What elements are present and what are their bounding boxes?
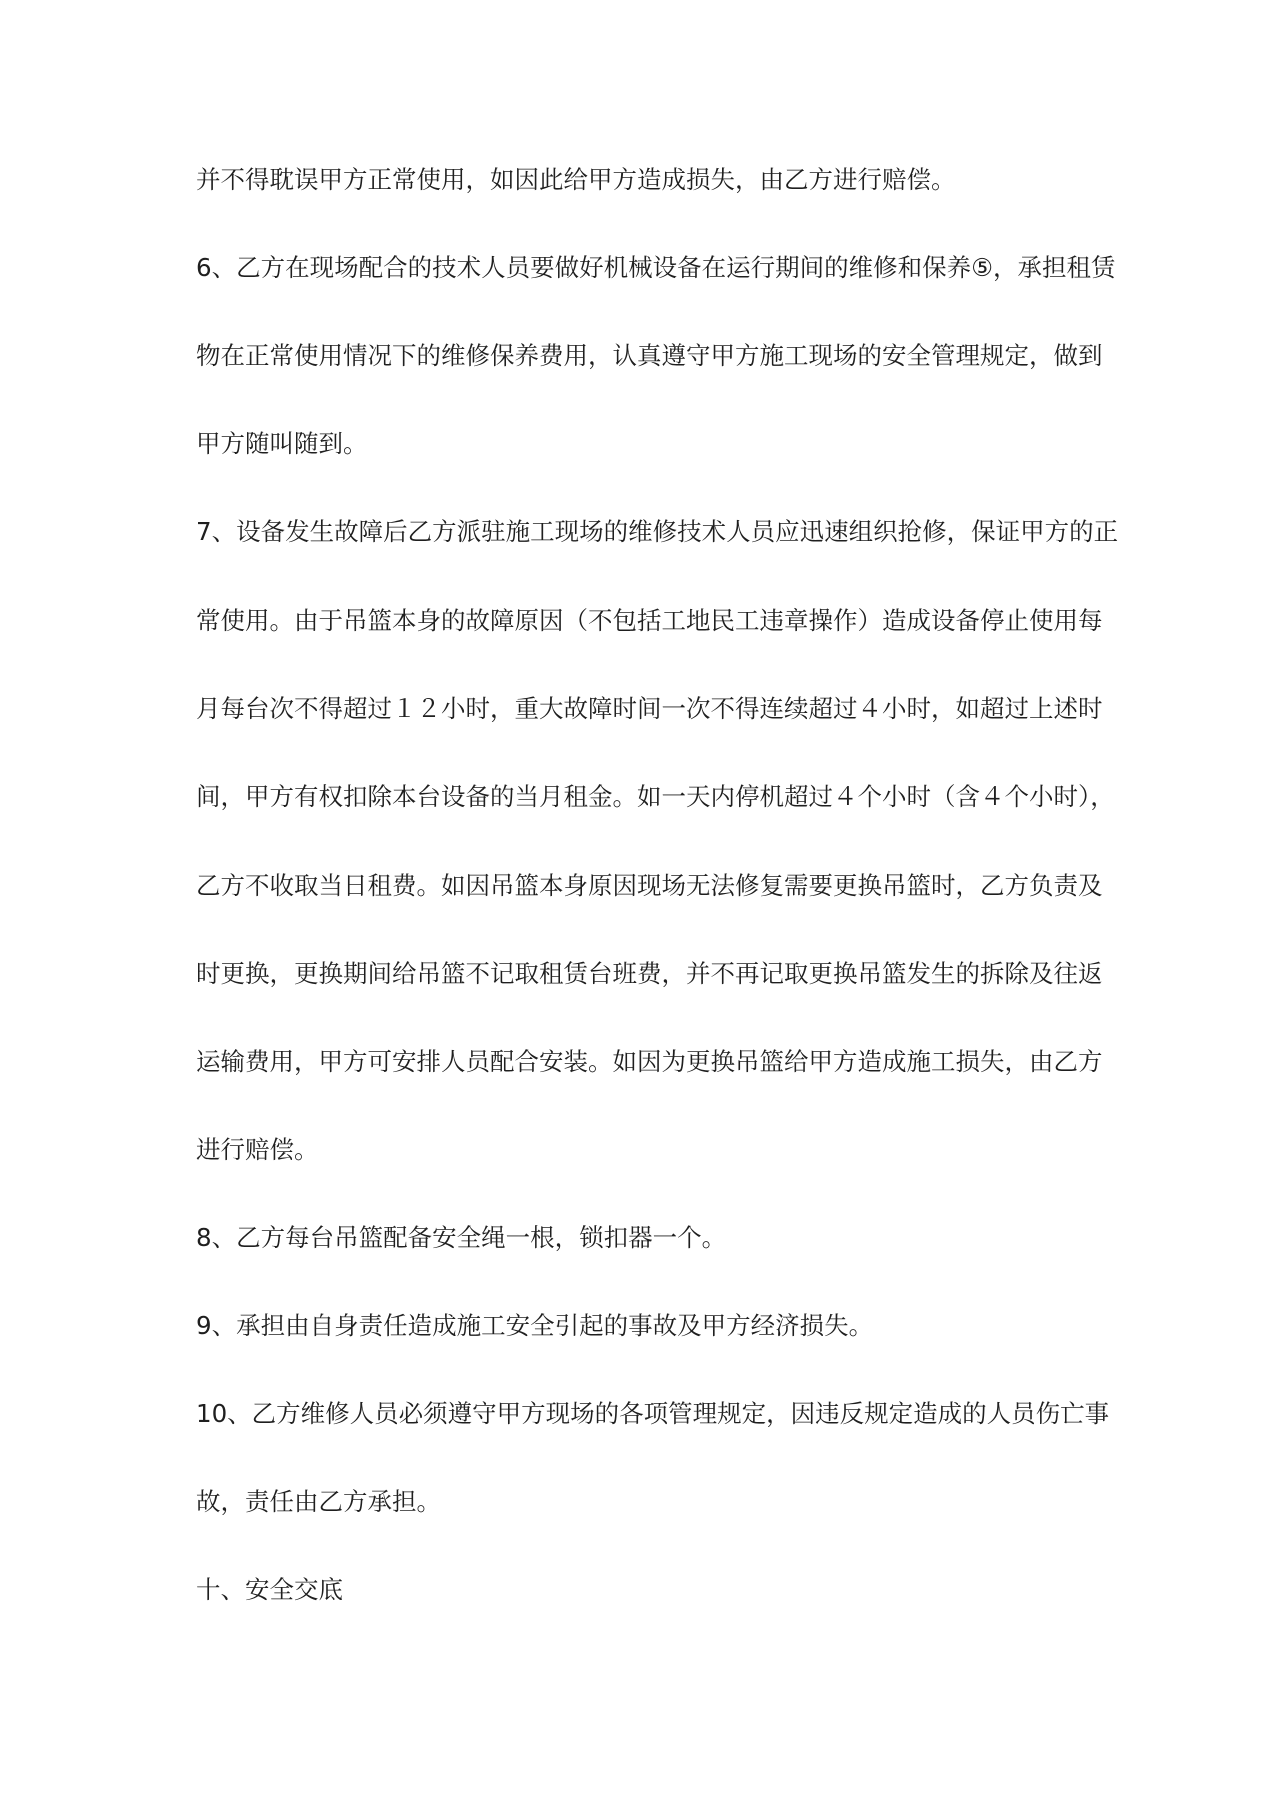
text-line: 进行赔偿。	[196, 1135, 319, 1164]
text-line: 10、乙方维修人员必须遵守甲方现场的各项管理规定，因违反规定造成的人员伤亡事	[196, 1399, 1110, 1428]
text-line: 8、乙方每台吊篮配备安全绳一根，锁扣器一个。	[196, 1223, 727, 1252]
text-line: 6、乙方在现场配合的技术人员要做好机械设备在运行期间的维修和保养⑤，承担租赁	[196, 253, 1116, 282]
text-line: 时更换，更换期间给吊篮不记取租赁台班费，并不再记取更换吊篮发生的拆除及往返	[196, 959, 1103, 988]
text-line: 9、承担由自身责任造成施工安全引起的事故及甲方经济损失。	[196, 1311, 874, 1340]
text-line: 物在正常使用情况下的维修保养费用，认真遵守甲方施工现场的安全管理规定，做到	[196, 341, 1103, 370]
text-line: 运输费用，甲方可安排人员配合安装。如因为更换吊篮给甲方造成施工损失，由乙方	[196, 1047, 1103, 1076]
section-heading: 十、安全交底	[196, 1575, 343, 1604]
text-line: 乙方不收取当日租费。如因吊篮本身原因现场无法修复需要更换吊篮时，乙方负责及	[196, 871, 1103, 900]
text-line: 月每台次不得超过１２小时，重大故障时间一次不得连续超过４小时，如超过上述时	[196, 694, 1103, 723]
text-line: 并不得耽误甲方正常使用，如因此给甲方造成损失，由乙方进行赔偿。	[196, 165, 956, 194]
text-line: 7、设备发生故障后乙方派驻施工现场的维修技术人员应迅速组织抢修，保证甲方的正	[196, 517, 1119, 546]
text-line: 故，责任由乙方承担。	[196, 1487, 441, 1516]
text-line: 常使用。由于吊篮本身的故障原因（不包括工地民工违章操作）造成设备停止使用每	[196, 606, 1103, 635]
text-line: 甲方随叫随到。	[196, 429, 368, 458]
text-line: 间，甲方有权扣除本台设备的当月租金。如一天内停机超过４个小时（含４个小时），	[196, 782, 1115, 811]
